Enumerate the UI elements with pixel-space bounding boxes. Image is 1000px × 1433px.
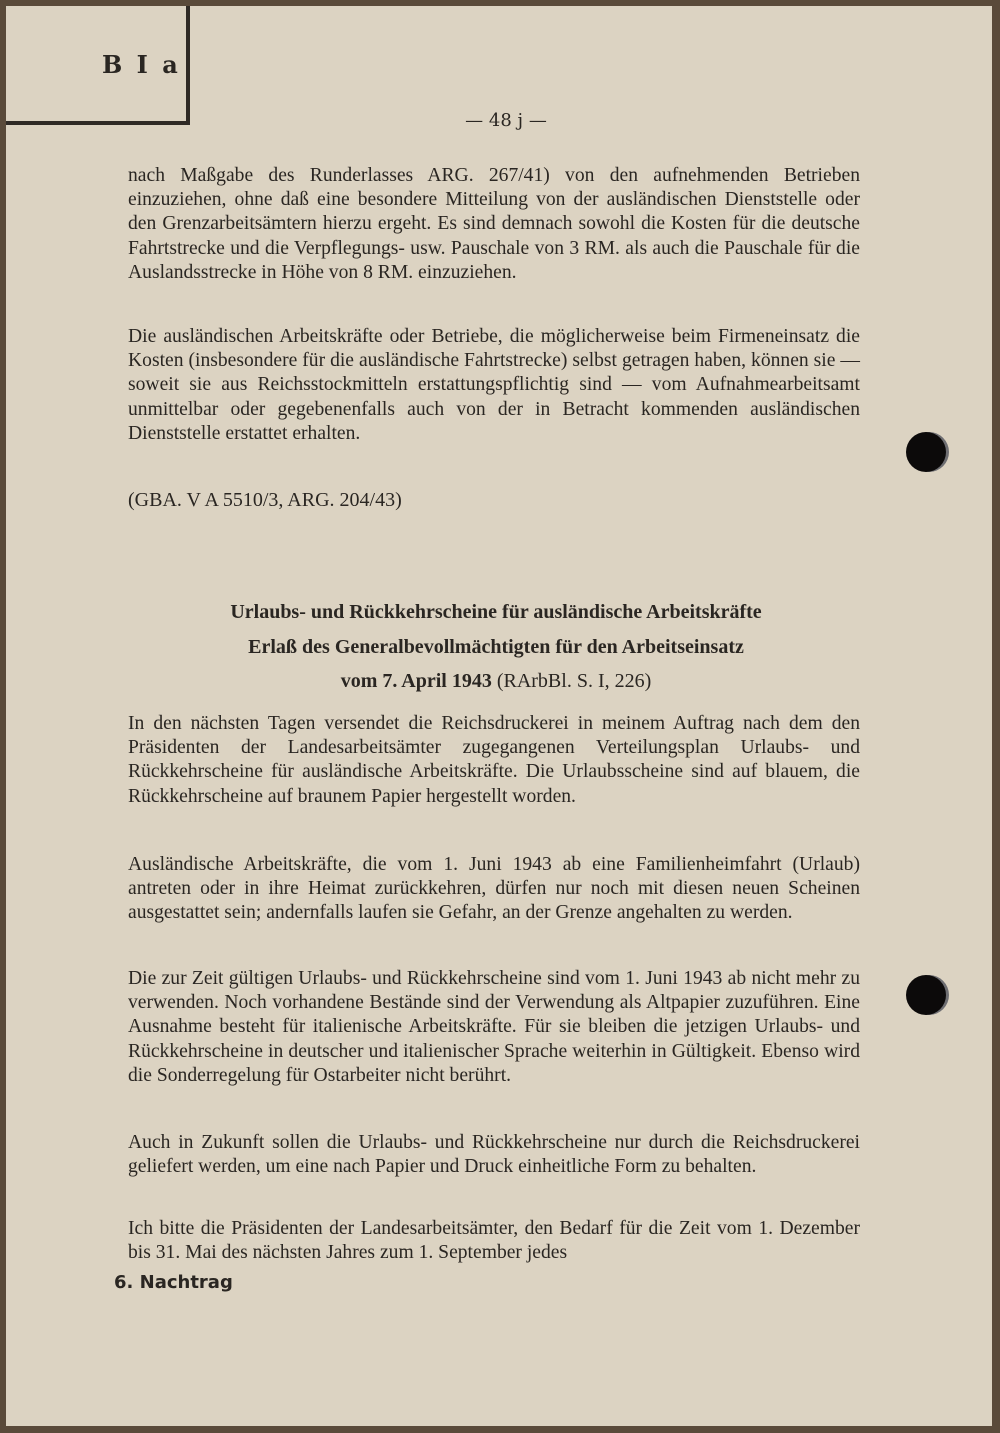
page-number: — 48 j —	[465, 110, 547, 131]
paragraph-future-supply: Auch in Zukunft sollen die Urlaubs- und Rückkehrscheine nur durch die Reichsdruckerei geliefert werden, um eine nach Papier und Druck einheitliche Form zu behalten.	[128, 1132, 860, 1178]
decree-source: (RArbBl. S. I, 226)	[496, 670, 652, 692]
paragraph-validity: Ausländische Arbeitskräfte, die vom 1. Juni 1943 ab eine Familienheimfahrt (Urlaub) antreten oder in ihre Heimat zurückkehren, dürfen nur noch mit diesen neuen Scheinen ausgestattet sein; andernfalls laufen sie Gefahr, an der Grenze angehalten zu werden.	[128, 854, 860, 924]
register-tab-label: B I a	[102, 50, 181, 79]
paragraph-old-forms: Die zur Zeit gültigen Urlaubs- und Rückkehrscheine sind vom 1. Juni 1943 ab nicht mehr zu verwenden. Noch vorhandene Bestände sind der Verwendung als Altpapier zuzuführen. Eine Ausnahme besteht für italienische Arbeitskräfte. Für sie bleiben die jetzigen Urlaubs- und Rückkehrscheine in deutscher und italienischer Sprache weiterhin in Gültigkeit. Ebenso wird die Sonderregelung für Ostarbeiter nicht berührt.	[128, 968, 860, 1086]
decree-reference: (GBA. V A 5510/3, ARG. 204/43)	[128, 489, 402, 511]
register-tab-box	[6, 6, 190, 125]
punch-hole-bottom	[906, 975, 946, 1015]
document-page	[6, 6, 992, 1426]
paragraph-reimbursement: Die ausländischen Arbeitskräfte oder Betriebe, die möglicherweise beim Firmeneinsatz die Kosten (insbesondere für die ausländische Fahrtstrecke) selbst getragen haben, können sie — soweit sie aus Reichsstockmitteln erstattungspflichtig sind — vom Aufnahmearbeitsamt unmittelbar oder gegebenenfalls auch von der in Betracht kommenden ausländischen Dienststelle erstattet erhalten.	[128, 326, 860, 444]
section-date-line	[156, 670, 836, 693]
decree-date: vom 7. April 1943	[340, 670, 492, 692]
punch-hole-top	[906, 432, 946, 472]
paragraph-request: Ich bitte die Präsidenten der Landesarbeitsämter, den Bedarf für die Zeit vom 1. Dezember bis 31. Mai des nächsten Jahres zum 1. September jedes	[128, 1218, 860, 1264]
paragraph-continuation: nach Maßgabe des Runderlasses ARG. 267/41) von den aufnehmenden Betrieben einzuziehen, ohne daß eine besondere Mitteilung von der ausländischen Dienststelle oder den Grenzarbeitsämtern hierzu ergeht. Es sind demnach sowohl die Kosten für die deutsche Fahrtstrecke und die Verpflegungs- usw. Pauschale von 3 RM. als auch die Pauschale für die Auslandsstrecke in Höhe von 8 RM. einzuziehen.	[128, 165, 860, 283]
paragraph-distribution: In den nächsten Tagen versendet die Reichsdruckerei in meinem Auftrag nach dem den Präsidenten der Landesarbeitsämter zugegangenen Verteilungsplan Urlaubs- und Rückkehrscheine für ausländische Arbeitskräfte. Die Urlaubsscheine sind auf blauem, die Rückkehrscheine auf braunem Papier hergestellt worden.	[128, 713, 860, 807]
section-subtitle: Erlaß des Generalbevollmächtigten für den Arbeitseinsatz	[248, 636, 744, 658]
section-title: Urlaubs- und Rückkehrscheine für ausländische Arbeitskräfte	[230, 601, 762, 623]
supplement-label: 6. Nachtrag	[114, 1272, 233, 1293]
